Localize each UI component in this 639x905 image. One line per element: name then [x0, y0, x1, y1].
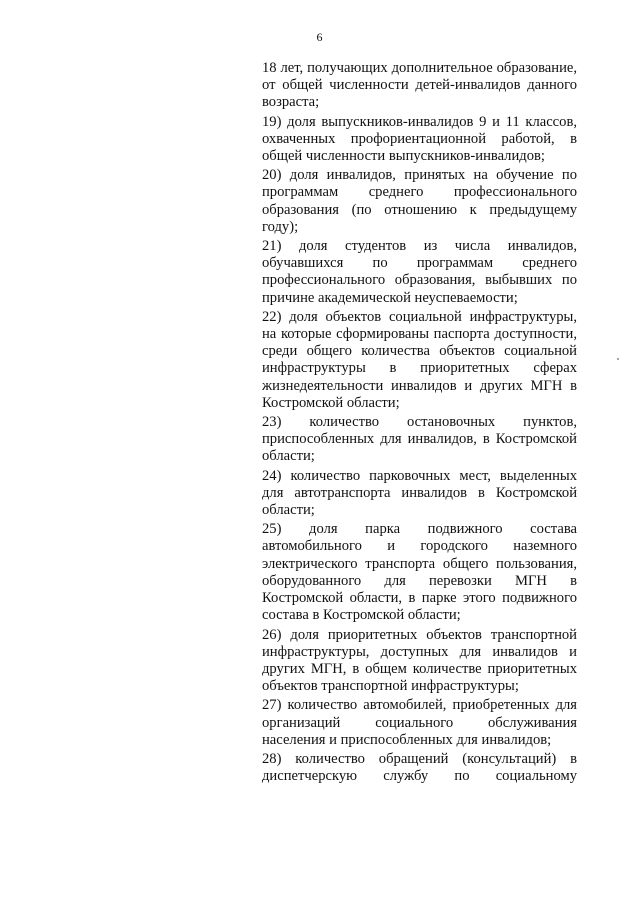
- list-item: 21) доля студентов из числа инвалидов, обучавшихся по программам среднего профессионального образования, выбывших по причине академической неуспеваемости;: [262, 238, 577, 306]
- scan-speck: [617, 358, 619, 360]
- list-item: 20) доля инвалидов, принятых на обучение по программам среднего профессионального образования (по отношению к предыдущему году);: [262, 167, 577, 235]
- list-item: 22) доля объектов социальной инфраструктуры, на которые сформированы паспорта доступности, среди общего количества объектов социальной инфраструктуры в приоритетных сферах жизнедеятельности инвалидов и других МГН в Костромской области;: [262, 308, 577, 411]
- list-item: 25) доля парка подвижного состава автомобильного и городского наземного электрического транспорта общего пользования, оборудованного для перевозки МГН в Костромской области, в парке этого подвижного состава в Костромской области;: [262, 521, 577, 624]
- list-item: 19) доля выпускников-инвалидов 9 и 11 классов, охваченных профориентационной работой, в общей численности выпускников-инвалидов;: [262, 113, 577, 165]
- list-item: 23) количество остановочных пунктов, приспособленных для инвалидов, в Костромской области;: [262, 414, 577, 465]
- list-item: 24) количество парковочных мест, выделенных для автотранспорта инвалидов в Костромской области;: [262, 467, 577, 519]
- document-body: [262, 60, 577, 787]
- list-item: 18 лет, получающих дополнительное образование, от общей численности детей-инвалидов данного возраста;: [262, 60, 577, 111]
- list-item: 28) количество обращений (консультаций) в диспетчерскую службу по социальному: [262, 750, 577, 785]
- list-item: 26) доля приоритетных объектов транспортной инфраструктуры, доступных для инвалидов и других МГН, в общем количестве приоритетных объектов транспортной инфраструктуры;: [262, 626, 577, 695]
- page-number: 6: [316, 30, 323, 44]
- list-item: 27) количество автомобилей, приобретенных для организаций социального обслуживания населения и приспособленных для инвалидов;: [262, 697, 577, 748]
